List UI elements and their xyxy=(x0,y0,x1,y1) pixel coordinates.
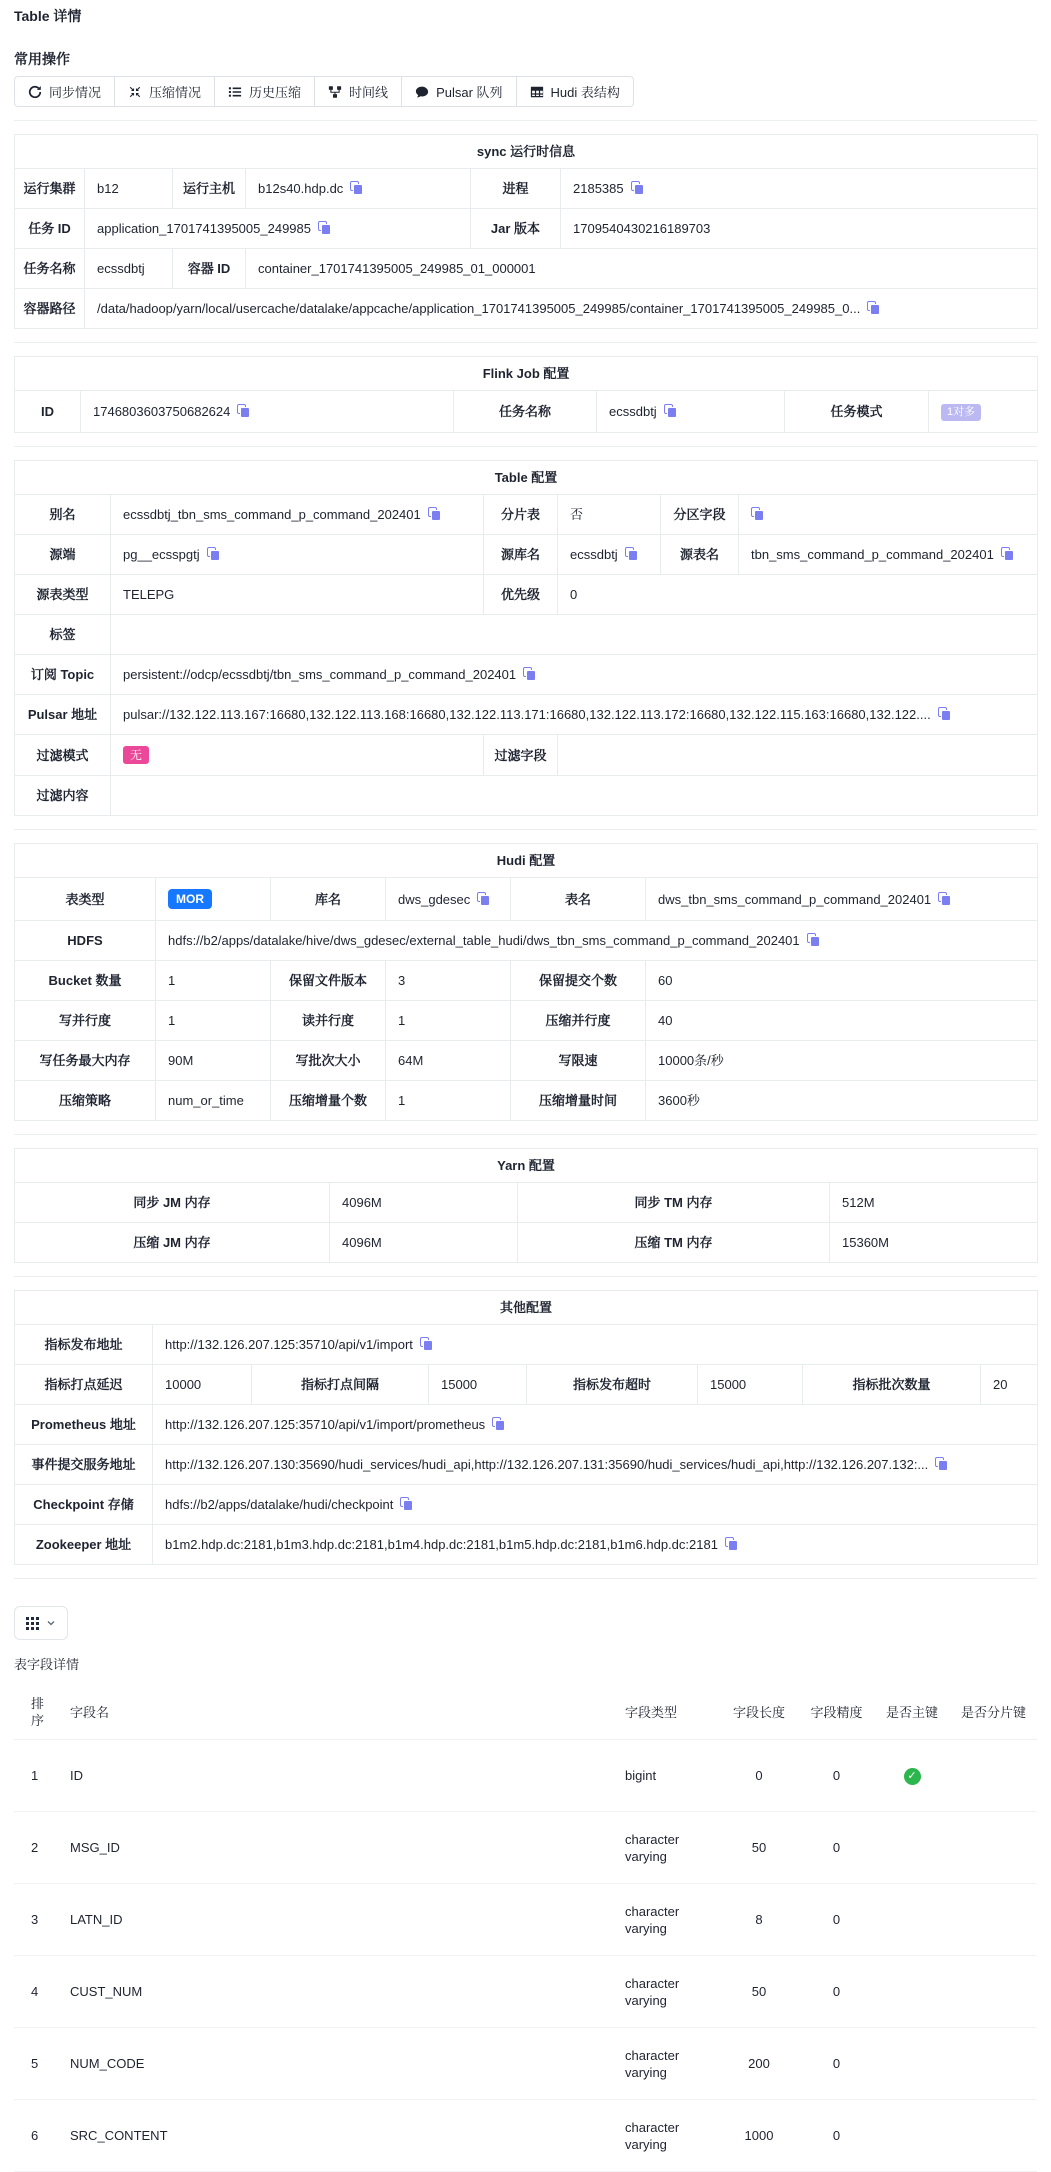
col-order: 排序 xyxy=(14,1685,62,1740)
toolbar-button-label: 时间线 xyxy=(349,85,389,100)
field-name: MSG_ID xyxy=(62,1812,617,1884)
compaction-strategy-value: num_or_time xyxy=(156,1081,271,1121)
task-name-value: ecssdbtj xyxy=(85,249,173,289)
field-precision: 0 xyxy=(799,2100,874,2172)
read-parallelism-value: 1 xyxy=(386,1001,511,1041)
mor-badge: MOR xyxy=(168,889,212,909)
task-id-label: 任务 ID xyxy=(15,209,85,249)
filter-mode-value xyxy=(111,735,484,776)
sync-runtime-title: sync 运行时信息 xyxy=(15,135,1038,169)
write-rate-limit-value: 10000条/秒 xyxy=(646,1041,1038,1081)
grid-icon xyxy=(26,1617,39,1630)
field-primary xyxy=(874,1812,950,1884)
flink-job-table xyxy=(14,356,1038,433)
metric-delay-label: 指标打点延迟 xyxy=(15,1365,153,1405)
list-icon xyxy=(228,85,242,99)
checkpoint-storage-value: hdfs://b2/apps/datalake/hudi/checkpoint xyxy=(153,1485,1038,1525)
filter-mode-badge: 无 xyxy=(123,746,149,764)
pulsar-address-value: pulsar://132.122.113.167:16680,132.122.113.168:16680,132.122.113.171:16680,132.122.113.172:16680,132.122.115.163:16680,132.122.... xyxy=(111,695,1038,735)
hudi-table-value: dws_tbn_sms_command_p_command_202401 xyxy=(646,878,1038,921)
toolbar-button-label: 压缩情况 xyxy=(149,85,202,100)
common-ops-title: 常用操作 xyxy=(14,51,70,67)
hudi-config-title: Hudi 配置 xyxy=(15,844,1038,878)
section-divider xyxy=(14,446,1037,447)
sync-status-button[interactable] xyxy=(14,76,115,107)
table-row xyxy=(14,2100,1037,2172)
alias-value: ecssdbtj_tbn_sms_command_p_command_202401 xyxy=(111,495,484,535)
process-value: 2185385 xyxy=(561,169,1038,209)
copy-icon[interactable] xyxy=(751,507,764,521)
write-max-memory-label: 写任务最大内存 xyxy=(15,1041,156,1081)
host-label: 运行主机 xyxy=(173,169,246,209)
table-icon xyxy=(530,85,544,99)
field-primary xyxy=(874,2100,950,2172)
metric-publish-url-value: http://132.126.207.125:35710/api/v1/import xyxy=(153,1325,1038,1365)
copy-icon[interactable] xyxy=(207,547,220,561)
zookeeper-url-label: Zookeeper 地址 xyxy=(15,1525,153,1565)
metric-delay-value: 10000 xyxy=(153,1365,252,1405)
flink-task-name-value: ecssdbtj xyxy=(597,391,785,433)
other-config-table xyxy=(14,1290,1038,1565)
write-batch-size-label: 写批次大小 xyxy=(271,1041,386,1081)
table-row xyxy=(14,1812,1037,1884)
col-field-length: 字段长度 xyxy=(719,1685,799,1740)
fields-header-row xyxy=(14,1685,1037,1740)
table-fields-title: 表字段详情 xyxy=(14,1657,80,1672)
write-rate-limit-label: 写限速 xyxy=(511,1041,646,1081)
field-shard xyxy=(950,1956,1037,2028)
filter-content-label: 过滤内容 xyxy=(15,776,111,816)
pulsar-queue-button[interactable] xyxy=(401,76,516,107)
col-primary-key: 是否主键 xyxy=(874,1685,950,1740)
flink-task-mode-value xyxy=(929,391,1038,433)
bucket-count-label: Bucket 数量 xyxy=(15,961,156,1001)
table-row xyxy=(14,1956,1037,2028)
partition-field-label: 分区字段 xyxy=(661,495,739,535)
copy-icon[interactable] xyxy=(237,404,250,418)
metric-batch-value: 20 xyxy=(981,1365,1038,1405)
source-type-value: TELEPG xyxy=(111,575,484,615)
field-type: bigint xyxy=(617,1740,719,1812)
jar-version-label: Jar 版本 xyxy=(471,209,561,249)
hudi-schema-button[interactable] xyxy=(516,76,634,107)
table-fields-table xyxy=(14,1685,1037,2172)
hudi-db-label: 库名 xyxy=(271,878,386,921)
field-order: 1 xyxy=(14,1740,62,1812)
table-config-title: Table 配置 xyxy=(15,461,1038,495)
copy-icon[interactable] xyxy=(1001,547,1014,561)
task-mode-badge: 1对多 xyxy=(941,404,981,421)
field-precision: 0 xyxy=(799,1884,874,1956)
read-parallelism-label: 读并行度 xyxy=(271,1001,386,1041)
field-precision: 0 xyxy=(799,1740,874,1812)
jar-version-value: 1709540430216189703 xyxy=(561,209,1038,249)
hudi-db-value: dws_gdesec xyxy=(386,878,511,921)
field-type: character varying xyxy=(617,1812,719,1884)
column-settings-dropdown[interactable] xyxy=(14,1606,68,1640)
copy-icon[interactable] xyxy=(523,667,536,681)
topic-label: 订阅 Topic xyxy=(15,655,111,695)
write-parallelism-label: 写并行度 xyxy=(15,1001,156,1041)
source-type-label: 源表类型 xyxy=(15,575,111,615)
table-type-value xyxy=(156,878,271,921)
prometheus-url-value: http://132.126.207.125:35710/api/v1/import/prometheus xyxy=(153,1405,1038,1445)
toolbar-button-label: 同步情况 xyxy=(49,85,102,100)
flink-id-value: 1746803603750682624 xyxy=(81,391,454,433)
field-length: 0 xyxy=(719,1740,799,1812)
source-table-value: tbn_sms_command_p_command_202401 xyxy=(739,535,1038,575)
field-shard xyxy=(950,1884,1037,1956)
flink-id-label: ID xyxy=(15,391,81,433)
field-type: character varying xyxy=(617,2028,719,2100)
table-row xyxy=(14,1884,1037,1956)
table-row xyxy=(14,2028,1037,2100)
field-name: ID xyxy=(62,1740,617,1812)
process-label: 进程 xyxy=(471,169,561,209)
flink-task-name-label: 任务名称 xyxy=(454,391,597,433)
field-order: 2 xyxy=(14,1812,62,1884)
compact-tm-memory-label: 压缩 TM 内存 xyxy=(518,1223,830,1263)
copy-icon[interactable] xyxy=(318,221,331,235)
copy-icon[interactable] xyxy=(400,1497,413,1511)
metric-batch-label: 指标批次数量 xyxy=(803,1365,981,1405)
sharded-label: 分片表 xyxy=(484,495,558,535)
priority-value: 0 xyxy=(558,575,1038,615)
sync-tm-memory-value: 512M xyxy=(830,1183,1038,1223)
section-divider xyxy=(14,1134,1037,1135)
toolbar-button-label: 历史压缩 xyxy=(249,85,302,100)
copy-icon[interactable] xyxy=(631,181,644,195)
compress-icon xyxy=(128,85,142,99)
toolbar-button-label: Hudi 表结构 xyxy=(550,85,620,100)
field-precision: 0 xyxy=(799,1956,874,2028)
compress-status-button[interactable] xyxy=(114,76,215,107)
copy-icon[interactable] xyxy=(938,892,951,906)
field-primary xyxy=(874,1956,950,2028)
col-field-type: 字段类型 xyxy=(617,1685,719,1740)
field-order: 6 xyxy=(14,2100,62,2172)
hdfs-value: hdfs://b2/apps/datalake/hive/dws_gdesec/external_table_hudi/dws_tbn_sms_command_p_command_202401 xyxy=(156,921,1038,961)
copy-icon[interactable] xyxy=(938,707,951,721)
event-service-url-label: 事件提交服务地址 xyxy=(15,1445,153,1485)
field-type: character varying xyxy=(617,1956,719,2028)
chevron-down-icon xyxy=(46,1618,56,1628)
compact-jm-memory-value: 4096M xyxy=(330,1223,518,1263)
partition-field-value xyxy=(739,495,1038,535)
col-field-name: 字段名 xyxy=(62,1685,617,1740)
sync-tm-memory-label: 同步 TM 内存 xyxy=(518,1183,830,1223)
col-shard-key: 是否分片键 xyxy=(950,1685,1037,1740)
priority-label: 优先级 xyxy=(484,575,558,615)
flink-task-mode-label: 任务模式 xyxy=(785,391,929,433)
section-divider xyxy=(14,120,1037,121)
container-id-label: 容器 ID xyxy=(173,249,246,289)
history-compaction-button[interactable] xyxy=(214,76,315,107)
section-divider xyxy=(14,1578,1037,1579)
compaction-strategy-label: 压缩策略 xyxy=(15,1081,156,1121)
copy-icon[interactable] xyxy=(935,1457,948,1471)
sync-jm-memory-value: 4096M xyxy=(330,1183,518,1223)
compact-jm-memory-label: 压缩 JM 内存 xyxy=(15,1223,330,1263)
pulsar-address-label: Pulsar 地址 xyxy=(15,695,111,735)
compaction-delta-time-label: 压缩增量时间 xyxy=(511,1081,646,1121)
metric-publish-url-label: 指标发布地址 xyxy=(15,1325,153,1365)
flink-job-title: Flink Job 配置 xyxy=(15,357,1038,391)
compaction-delta-commits-value: 1 xyxy=(386,1081,511,1121)
section-divider xyxy=(14,342,1037,343)
container-path-value: /data/hadoop/yarn/local/usercache/datalake/appcache/application_1701741395005_249985/container_1701741395005_249985_0... xyxy=(85,289,1038,329)
copy-icon[interactable] xyxy=(625,547,638,561)
yarn-config-title: Yarn 配置 xyxy=(15,1149,1038,1183)
table-type-label: 表类型 xyxy=(15,878,156,921)
field-precision: 0 xyxy=(799,1812,874,1884)
section-divider xyxy=(14,829,1037,830)
copy-icon[interactable] xyxy=(420,1337,433,1351)
comment-icon xyxy=(415,85,429,99)
field-shard xyxy=(950,1740,1037,1812)
page-title: Table 详情 xyxy=(14,8,82,24)
event-service-url-value: http://132.126.207.130:35690/hudi_services/hudi_api,http://132.126.207.131:35690/hudi_services/hudi_api,http://132.126.207.132:... xyxy=(153,1445,1038,1485)
sharded-value: 否 xyxy=(558,495,661,535)
source-db-value: ecssdbtj xyxy=(558,535,661,575)
timeline-button[interactable] xyxy=(314,76,402,107)
check-circle-icon xyxy=(904,1768,921,1785)
checkpoint-storage-label: Checkpoint 存储 xyxy=(15,1485,153,1525)
field-order: 4 xyxy=(14,1956,62,2028)
compact-parallelism-value: 40 xyxy=(646,1001,1038,1041)
field-name: NUM_CODE xyxy=(62,2028,617,2100)
retained-commits-label: 保留提交个数 xyxy=(511,961,646,1001)
toolbar-button-label: Pulsar 队列 xyxy=(436,85,503,100)
field-length: 1000 xyxy=(719,2100,799,2172)
field-length: 50 xyxy=(719,1956,799,2028)
field-shard xyxy=(950,2028,1037,2100)
field-shard xyxy=(950,1812,1037,1884)
tags-label: 标签 xyxy=(15,615,111,655)
source-value: pg__ecsspgtj xyxy=(111,535,484,575)
copy-icon[interactable] xyxy=(492,1417,505,1431)
compaction-delta-time-value: 3600秒 xyxy=(646,1081,1038,1121)
field-type: character varying xyxy=(617,2100,719,2172)
field-shard xyxy=(950,2100,1037,2172)
compact-tm-memory-value: 15360M xyxy=(830,1223,1038,1263)
container-id-value: container_1701741395005_249985_01_000001 xyxy=(246,249,1038,289)
field-primary xyxy=(874,1884,950,1956)
field-primary xyxy=(874,1740,950,1812)
bucket-count-value: 1 xyxy=(156,961,271,1001)
section-divider xyxy=(14,1276,1037,1277)
compaction-delta-commits-label: 压缩增量个数 xyxy=(271,1081,386,1121)
filter-content-value xyxy=(111,776,1038,816)
filter-field-value xyxy=(558,735,1038,776)
filter-mode-label: 过滤模式 xyxy=(15,735,111,776)
field-length: 200 xyxy=(719,2028,799,2100)
task-name-label: 任务名称 xyxy=(15,249,85,289)
file-versions-value: 3 xyxy=(386,961,511,1001)
write-parallelism-value: 1 xyxy=(156,1001,271,1041)
source-label: 源端 xyxy=(15,535,111,575)
hudi-config-table xyxy=(14,843,1038,1121)
metric-timeout-value: 15000 xyxy=(698,1365,803,1405)
metric-timeout-label: 指标发布超时 xyxy=(527,1365,698,1405)
file-versions-label: 保留文件版本 xyxy=(271,961,386,1001)
hudi-table-label: 表名 xyxy=(511,878,646,921)
metric-interval-value: 15000 xyxy=(429,1365,527,1405)
field-order: 3 xyxy=(14,1884,62,1956)
yarn-config-table xyxy=(14,1148,1038,1263)
field-name: CUST_NUM xyxy=(62,1956,617,2028)
host-value: b12s40.hdp.dc xyxy=(246,169,471,209)
field-name: LATN_ID xyxy=(62,1884,617,1956)
copy-icon[interactable] xyxy=(477,892,490,906)
cluster-value: b12 xyxy=(85,169,173,209)
other-config-title: 其他配置 xyxy=(15,1291,1038,1325)
field-length: 50 xyxy=(719,1812,799,1884)
zookeeper-url-value: b1m2.hdp.dc:2181,b1m3.hdp.dc:2181,b1m4.hdp.dc:2181,b1m5.hdp.dc:2181,b1m6.hdp.dc:2181 xyxy=(153,1525,1038,1565)
toolbar xyxy=(14,76,634,107)
sync-jm-memory-label: 同步 JM 内存 xyxy=(15,1183,330,1223)
topic-value: persistent://odcp/ecssdbtj/tbn_sms_command_p_command_202401 xyxy=(111,655,1038,695)
copy-icon[interactable] xyxy=(428,507,441,521)
sync-icon xyxy=(28,85,42,99)
copy-icon[interactable] xyxy=(664,404,677,418)
copy-icon[interactable] xyxy=(725,1537,738,1551)
cluster-label: 运行集群 xyxy=(15,169,85,209)
source-db-label: 源库名 xyxy=(484,535,558,575)
field-order: 5 xyxy=(14,2028,62,2100)
filter-field-label: 过滤字段 xyxy=(484,735,558,776)
copy-icon[interactable] xyxy=(867,301,880,315)
container-path-label: 容器路径 xyxy=(15,289,85,329)
metric-interval-label: 指标打点间隔 xyxy=(252,1365,429,1405)
field-type: character varying xyxy=(617,1884,719,1956)
prometheus-url-label: Prometheus 地址 xyxy=(15,1405,153,1445)
hdfs-label: HDFS xyxy=(15,921,156,961)
retained-commits-value: 60 xyxy=(646,961,1038,1001)
write-max-memory-value: 90M xyxy=(156,1041,271,1081)
copy-icon[interactable] xyxy=(807,933,820,947)
field-length: 8 xyxy=(719,1884,799,1956)
task-id-value: application_1701741395005_249985 xyxy=(85,209,471,249)
compact-parallelism-label: 压缩并行度 xyxy=(511,1001,646,1041)
col-field-precision: 字段精度 xyxy=(799,1685,874,1740)
table-row xyxy=(14,1740,1037,1812)
write-batch-size-value: 64M xyxy=(386,1041,511,1081)
field-name: SRC_CONTENT xyxy=(62,2100,617,2172)
sync-runtime-table xyxy=(14,134,1038,329)
table-config-table xyxy=(14,460,1038,816)
alias-label: 别名 xyxy=(15,495,111,535)
field-primary xyxy=(874,2028,950,2100)
field-precision: 0 xyxy=(799,2028,874,2100)
source-table-label: 源表名 xyxy=(661,535,739,575)
tags-value xyxy=(111,615,1038,655)
copy-icon[interactable] xyxy=(350,181,363,195)
sitemap-icon xyxy=(328,85,342,99)
